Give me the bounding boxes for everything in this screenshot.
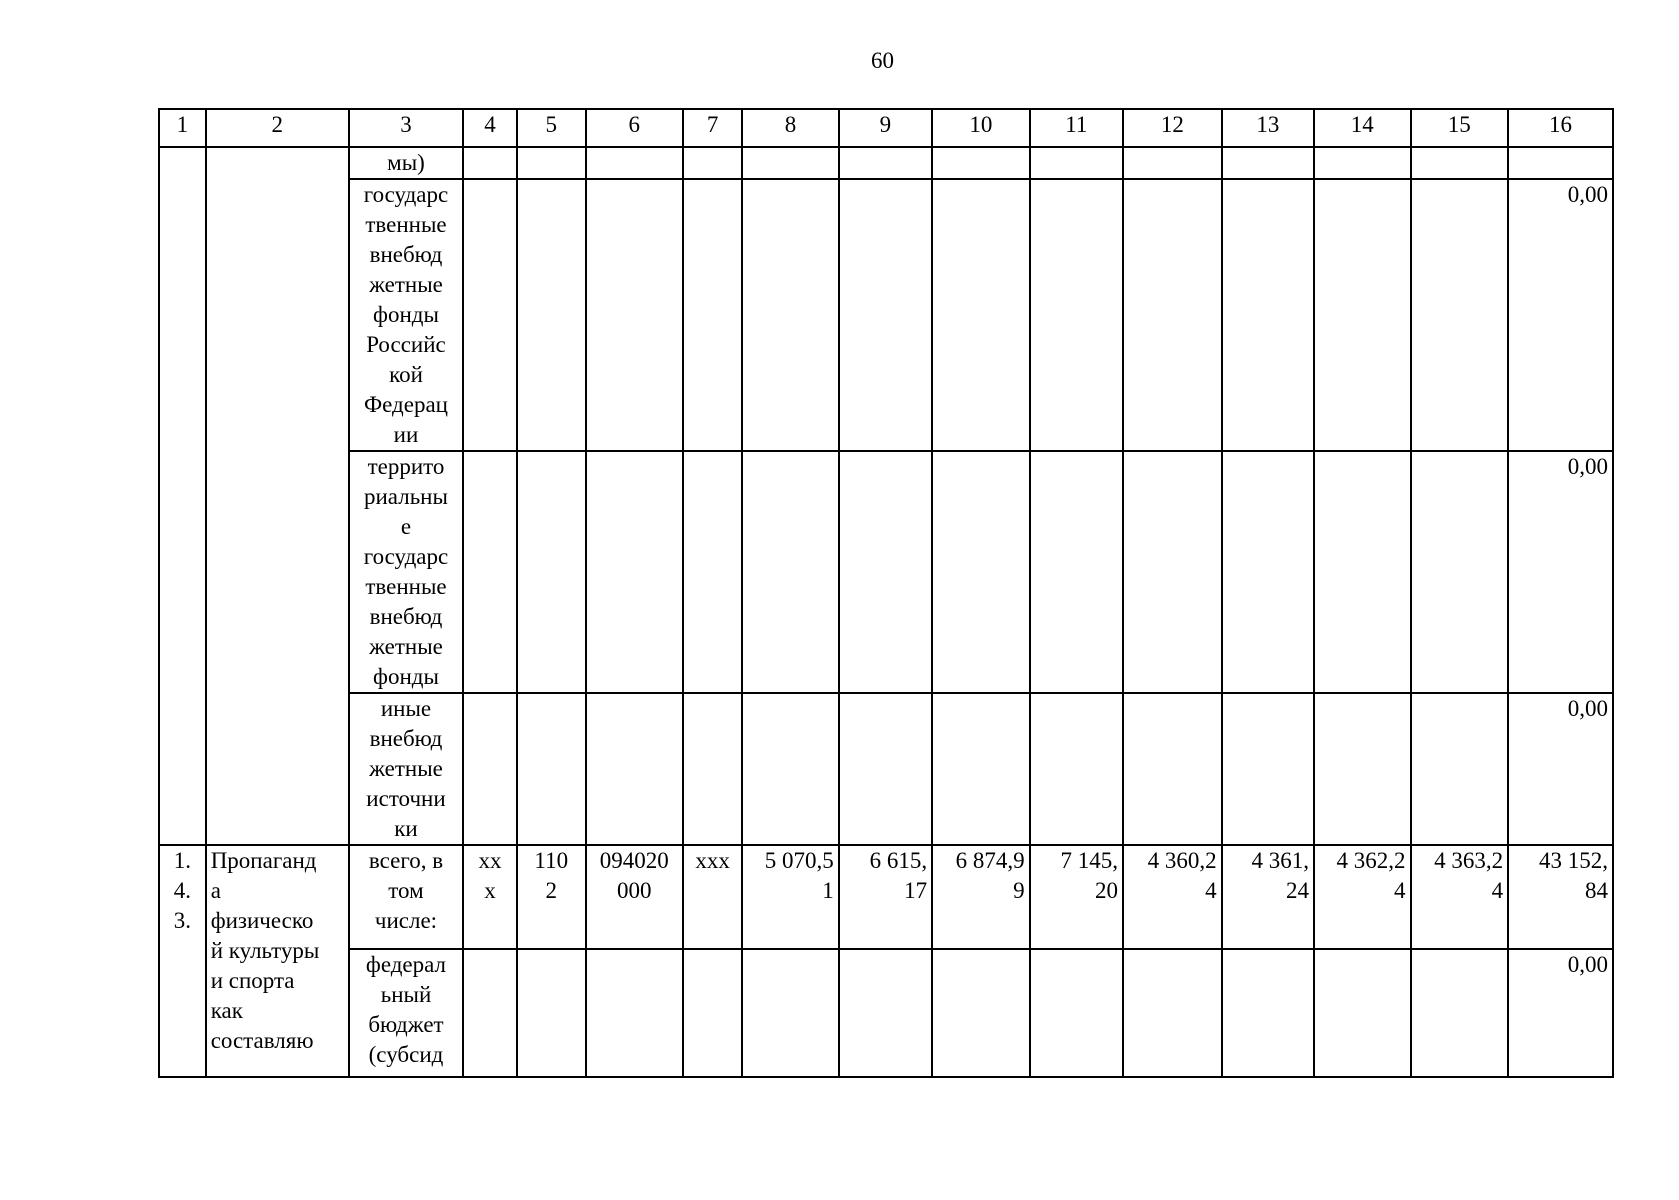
continued-name-cell bbox=[206, 147, 349, 845]
total-cell: 0,00 bbox=[1508, 949, 1613, 1077]
table-header-row bbox=[159, 109, 1613, 147]
header-cell: 11 bbox=[1030, 109, 1123, 147]
table-row bbox=[159, 949, 1613, 1077]
total-cell: 43 152, 84 bbox=[1508, 845, 1613, 949]
table-row bbox=[159, 693, 1613, 845]
header-cell: 2 bbox=[206, 109, 349, 147]
header-cell: 16 bbox=[1508, 109, 1613, 147]
continued-number-cell bbox=[159, 147, 206, 845]
source-cell: всего, в том числе: bbox=[349, 845, 463, 949]
header-cell: 1 bbox=[159, 109, 206, 147]
code-cell: 110 2 bbox=[517, 845, 585, 949]
total-cell: 0,00 bbox=[1508, 693, 1613, 845]
table-row bbox=[159, 179, 1613, 451]
header-cell: 12 bbox=[1123, 109, 1222, 147]
amount-cell: 5 070,5 1 bbox=[742, 845, 839, 949]
total-cell: 0,00 bbox=[1508, 179, 1613, 451]
amount-cell: 6 615, 17 bbox=[839, 845, 932, 949]
item-name-cell: Пропаганд а физическо й культуры и спорта как составляю bbox=[206, 845, 349, 1077]
budget-table bbox=[158, 108, 1614, 1078]
header-cell: 15 bbox=[1411, 109, 1509, 147]
source-cell: мы) bbox=[349, 147, 463, 179]
total-cell: 0,00 bbox=[1508, 451, 1613, 693]
amount-cell: 4 362,2 4 bbox=[1314, 845, 1411, 949]
header-cell: 3 bbox=[349, 109, 463, 147]
amount-cell: 4 361, 24 bbox=[1222, 845, 1314, 949]
table-row bbox=[159, 451, 1613, 693]
header-cell: 9 bbox=[839, 109, 932, 147]
table-row bbox=[159, 845, 1613, 949]
amount-cell: 4 360,2 4 bbox=[1123, 845, 1222, 949]
source-cell: государс твенные внебюд жетные фонды Российс кой Федерац ии bbox=[349, 179, 463, 451]
source-cell: федерал ьный бюджет (субсид bbox=[349, 949, 463, 1077]
header-cell: 6 bbox=[586, 109, 684, 147]
source-cell: иные внебюд жетные источни ки bbox=[349, 693, 463, 845]
code-cell: 094020 000 bbox=[586, 845, 684, 949]
header-cell: 4 bbox=[463, 109, 517, 147]
table-row bbox=[159, 147, 1613, 179]
header-cell: 5 bbox=[517, 109, 585, 147]
header-cell: 14 bbox=[1314, 109, 1411, 147]
code-cell: хх х bbox=[463, 845, 517, 949]
item-number-cell: 1. 4. 3. bbox=[159, 845, 206, 1077]
header-cell: 7 bbox=[683, 109, 742, 147]
code-cell: ххх bbox=[683, 845, 742, 949]
source-cell: террито риальны е государс твенные внебюд жетные фонды bbox=[349, 451, 463, 693]
header-cell: 10 bbox=[932, 109, 1030, 147]
amount-cell: 6 874,9 9 bbox=[932, 845, 1030, 949]
amount-cell: 4 363,2 4 bbox=[1411, 845, 1509, 949]
page-number: 60 bbox=[871, 48, 894, 73]
amount-cell: 7 145, 20 bbox=[1030, 845, 1123, 949]
header-cell: 13 bbox=[1222, 109, 1314, 147]
header-cell: 8 bbox=[742, 109, 839, 147]
